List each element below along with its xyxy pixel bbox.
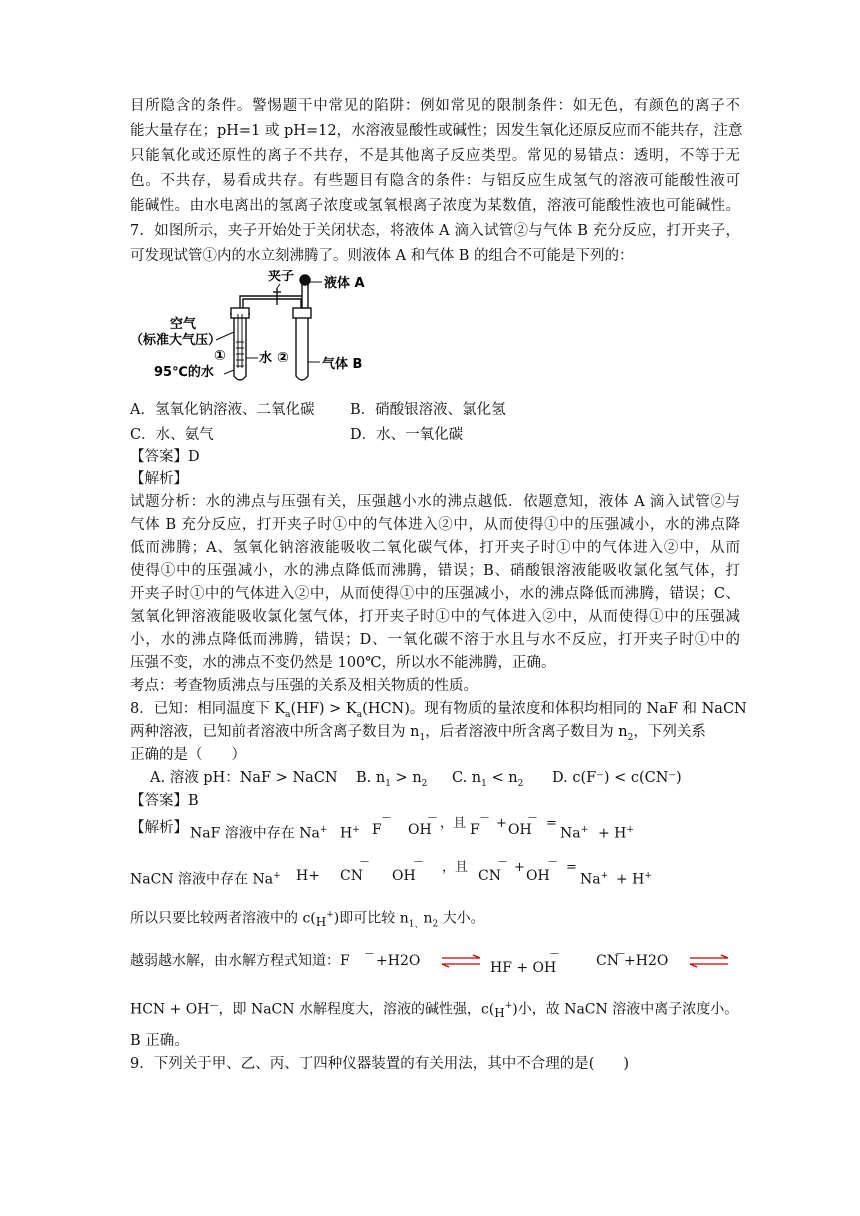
label-pressure: （标准大气压）	[130, 333, 222, 348]
text-span: + H	[598, 825, 627, 842]
q7-analysis-line: 小，水的沸点降低而沸腾，错误；D、一氧化碳不溶于水且与水不反应，打开夹子时①中的	[130, 632, 740, 648]
q8-stem-line1	[130, 699, 747, 725]
hydrolysis-text	[130, 951, 350, 971]
nacn-eq-equals: =	[566, 860, 577, 875]
hydrolysis-oh-minus: —	[550, 949, 559, 959]
nacn-eq-oh: OH	[526, 868, 550, 884]
nacn-eq-na	[580, 866, 608, 890]
nacn-h: H+	[296, 868, 320, 884]
q8-stem-line3: 正确的是（ ）	[130, 747, 246, 763]
naf-oh-minus: —	[428, 813, 437, 823]
subscript: 1	[481, 778, 487, 789]
text-span: NaF 溶液中存在 Na	[190, 825, 320, 842]
naf-eq-h	[598, 820, 634, 844]
label-water: 水	[259, 351, 273, 366]
naf-eq-f: F	[470, 822, 480, 838]
q7-analysis-line: 使得①中的压强减小，水的沸点降低而沸腾，错误；B、硝酸银溶液能吸收氯化氢气体，打	[130, 563, 740, 579]
text-span: 8．已知：相同温度下 K	[130, 701, 286, 717]
text-line: 色。不共存，易看成共存。有些题目有隐含的条件：与铝反应生成氢气的溶液可能酸性液可	[130, 173, 740, 189]
equilibrium-arrow-icon	[688, 954, 730, 968]
nacn-eq-h	[616, 866, 652, 890]
q9-stem: 9．下列关于甲、乙、丙、丁四种仪器装置的有关用法，其中不合理的是( )	[130, 1056, 630, 1072]
text-span: ，后者溶液中所含离子数目为 n	[425, 724, 628, 740]
naf-eq-na	[560, 820, 588, 844]
q7-answer: 【答案】D	[130, 449, 200, 465]
text-span: 两种溶液，已知前者溶液中所含离子数目为 n	[130, 724, 420, 740]
text-span: < n	[486, 770, 518, 786]
hydrolysis-cn: CN	[596, 953, 619, 969]
q7-option-b: B．硝酸银溶液、氯化氢	[350, 402, 506, 418]
text-span: (HF) > K	[290, 701, 357, 717]
naf-text	[190, 820, 327, 844]
text-line: 能碱性。由水电离出的氢离子浓度或氢氧根离子浓度为某数值，溶液可能酸性液也可能碱性。	[130, 198, 740, 214]
superscript: +	[644, 871, 652, 881]
text-span: (HCN)。现有物质的量浓度和体积均相同的 NaF 和 NaCN	[362, 701, 747, 717]
q7-option-c: C．水、氨气	[130, 427, 214, 443]
naf-eq-plus: +	[496, 816, 507, 831]
text-span: F	[372, 822, 382, 838]
q7-stem: 7．如图所示，夹子开始处于关闭状态，将液体 A 滴入试管②与气体 B 充分反应，打开夹子，	[130, 223, 740, 239]
conclusion-line	[130, 996, 738, 1020]
text-span: Na	[560, 825, 581, 842]
label-hot-water: 95℃的水	[154, 365, 214, 380]
naf-qie: ，且	[440, 816, 467, 831]
naf-eq-oh: OH	[508, 822, 532, 838]
subscript: 2	[517, 778, 524, 789]
apparatus-figure	[130, 270, 390, 390]
label-tube2: ②	[277, 350, 289, 366]
q7-analysis-line: 开夹子时①中的气体进入②中，从而使得①中的压强减小，水的沸点降低而沸腾，错误；C、	[130, 586, 740, 602]
naf-f-minus: —	[382, 813, 391, 823]
q7-analysis-label: 【解析】	[130, 471, 188, 487]
text-span: n	[423, 910, 433, 927]
nacn-qie: ，且	[442, 860, 469, 875]
superscript: +	[326, 910, 334, 920]
label-liquid-a: 液体 A	[324, 276, 365, 291]
label-clamp: 夹子	[268, 270, 295, 284]
text-span: )小，故 NaCN 溶液中离子浓度小。	[512, 1001, 739, 1018]
subscript: 1	[385, 778, 391, 789]
q7-analysis-line: 氢氧化钾溶液能吸收氯化氢气体，打开夹子时①中的气体进入②中，从而使得①中的压强减	[130, 609, 740, 625]
label-air: 空气	[170, 317, 197, 332]
q7-option-d: D．水、一氧化碳	[350, 427, 464, 443]
text-span: H	[340, 825, 353, 842]
nacn-oh-minus: —	[414, 857, 423, 867]
nacn-eq-cn: CN	[478, 868, 501, 884]
text-span: C. n	[452, 770, 482, 786]
nacn-text	[130, 866, 281, 890]
compare-line	[130, 905, 485, 934]
nacn-eq-oh-minus: —	[548, 857, 557, 867]
label-gas-b: 气体 B	[322, 357, 363, 372]
nacn-oh: OH	[392, 868, 416, 884]
q7-keypoint: 考点：考查物质沸点与压强的关系及相关物质的性质。	[130, 678, 478, 694]
superscript: +	[626, 825, 634, 835]
subscript: 2	[432, 919, 439, 930]
superscript: +	[504, 1001, 513, 1011]
text-span: ，下列关系	[633, 724, 706, 740]
text-span: H	[494, 1005, 505, 1020]
text-span: ，即 NaCN 水解程度大，溶液的碱性强，c(	[218, 1001, 495, 1018]
text-span: + H	[616, 871, 645, 888]
subscript: 1	[408, 919, 415, 930]
subscript: 1	[419, 732, 426, 743]
hydrolysis-product: HF + OH	[490, 960, 557, 976]
label-tube1: ①	[214, 348, 226, 364]
superscript: +	[319, 825, 328, 835]
q8-stem-line2	[130, 722, 706, 748]
text-span: 越弱越水解，由水解方程式知道：F	[130, 953, 350, 969]
superscript: +	[580, 825, 589, 835]
naf-eq-equals: =	[546, 816, 557, 831]
subscript: a	[285, 709, 291, 720]
superscript: +	[600, 871, 609, 881]
superscript: +	[273, 871, 281, 881]
q7-analysis-line: 试题分析：水的沸点与压强有关，压强越小水的沸点越低．依题意知，液体 A 滴入试管②与	[130, 494, 740, 510]
text-span: HCN + OH	[130, 1001, 210, 1018]
q7-analysis-line: 气体 B 充分反应，打开夹子时①中的气体进入②中，从而使得①中的压强减小，水的沸点降	[130, 517, 740, 533]
text-line: 能大量存在；pH=1 或 pH=12，水溶液显酸性或碱性；因发生氧化还原反应而不能共存，注意	[130, 123, 743, 139]
naf-oh: OH	[408, 822, 432, 838]
text-span: 所以只要比较两者溶液中的 c(	[130, 910, 316, 927]
subscript: 2	[627, 732, 634, 743]
q8-option-a: A. 溶液 pH：NaF > NaCN	[150, 770, 338, 786]
nacn-eq-cn-minus: —	[498, 857, 507, 867]
naf-h	[340, 820, 360, 844]
superscript: +	[352, 825, 360, 835]
hydrolysis-h2o: +H2O	[376, 953, 421, 969]
text-span: B. n	[356, 770, 386, 786]
text-span: > n	[390, 770, 422, 786]
q7-analysis-line: 压强不变，水的沸点不变仍然是 100℃，所以水不能沸腾，正确。	[130, 655, 556, 671]
q7-analysis-line: 低而沸腾；A、氢氧化钠溶液能吸收二氧化碳气体，打开夹子时①中的气体进入②中，从而	[130, 540, 740, 556]
q8-answer: 【答案】B	[130, 793, 199, 809]
text-span: 、	[414, 919, 424, 930]
q8-option-c	[452, 768, 523, 794]
b-correct: B 正确。	[130, 1033, 189, 1049]
nacn-cn-minus: —	[360, 857, 369, 867]
q7-stem: 可发现试管①内的水立刻沸腾了。则液体 A 和气体 B 的组合不可能是下列的：	[130, 248, 634, 264]
text-line: 只能氧化或还原性的离子不共存，不是其他离子反应类型。常见的易错点：透明，不等于无	[130, 148, 740, 164]
text-span: NaCN 溶液中存在 Na	[130, 871, 274, 888]
hydrolysis-cn-minus: —	[616, 949, 625, 959]
text-span: 大小。	[438, 910, 485, 927]
equilibrium-arrow-icon	[440, 954, 482, 968]
hydrolysis-f-minus: —	[365, 949, 374, 959]
hydrolysis-h2o-2: +H2O	[624, 953, 669, 969]
naf-eq-oh-minus: —	[528, 813, 537, 823]
q8-option-d: D. c(F⁻) < c(CN⁻)	[552, 770, 682, 786]
text-line: 目所隐含的条件。警惕题干中常见的陷阱：例如常见的限制条件：如无色，有颜色的离子不	[130, 98, 740, 114]
subscript: a	[356, 709, 363, 720]
nacn-eq-plus: +	[514, 860, 525, 875]
q8-analysis-label: 【解析】	[130, 820, 188, 836]
text-span: )即可比较 n	[333, 910, 409, 927]
subscript: 2	[421, 778, 428, 789]
naf-eq-f-minus: —	[480, 813, 489, 823]
nacn-cn: CN	[340, 868, 363, 884]
q7-option-a: A．氢氧化钠溶液、二氧化碳	[130, 402, 315, 418]
superscript: —	[209, 1001, 219, 1011]
text-span: H	[315, 914, 327, 929]
naf-f	[372, 820, 382, 840]
text-span: Na	[580, 871, 601, 888]
q8-option-b	[356, 768, 427, 794]
